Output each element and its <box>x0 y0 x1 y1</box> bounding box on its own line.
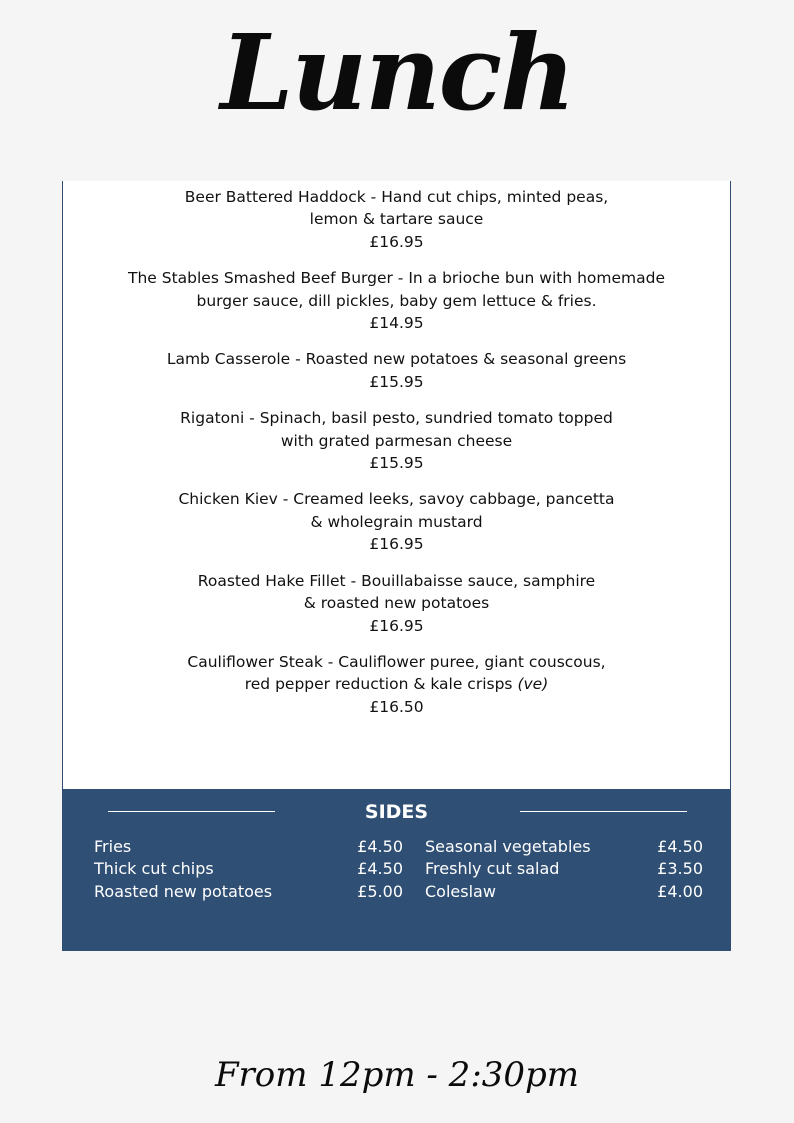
side-item-name: Seasonal vegetables <box>425 837 591 856</box>
side-item <box>94 881 403 903</box>
menu-item <box>63 407 730 474</box>
menu-item-description: Cauliflower Steak - Cauliflower puree, giant couscous, red pepper reduction & kale crisps <box>187 652 606 694</box>
side-item-price: £4.50 <box>357 837 403 856</box>
side-item-name: Coleslaw <box>425 881 496 901</box>
menu-item-price: £15.95 <box>369 372 424 391</box>
menu-item <box>63 570 730 637</box>
side-item-price: £4.00 <box>657 881 703 901</box>
side-item <box>94 836 403 858</box>
menu-item-price: £16.95 <box>369 232 424 251</box>
side-item <box>425 836 703 858</box>
serving-hours: From 12pm - 2:30pm <box>214 1055 580 1095</box>
menu-item-price: £16.50 <box>369 697 424 716</box>
menu-item <box>63 348 730 393</box>
menu-item-description: Roasted Hake Fillet - Bouillabaisse sauce, samphire & roasted new potatoes <box>197 571 596 613</box>
sides-panel <box>63 789 730 951</box>
side-item <box>425 858 703 880</box>
menu-item-description: Lamb Casserole - Roasted new potatoes & seasonal greens <box>166 350 627 369</box>
sides-column-left <box>94 836 403 903</box>
menu-item <box>63 488 730 555</box>
page-title: Lunch <box>220 11 574 134</box>
menu-item <box>63 186 730 253</box>
side-item-name: Fries <box>94 837 132 856</box>
menu-item-description: Beer Battered Haddock - Hand cut chips, minted peas, lemon & tartare sauce <box>184 188 609 229</box>
menu-item <box>63 651 730 718</box>
menu-item-description: Chicken Kiev - Creamed leeks, savoy cabbage, pancetta & wholegrain mustard <box>178 490 615 531</box>
side-item-price: £5.00 <box>357 881 403 901</box>
side-item-price: £4.50 <box>657 837 703 856</box>
sides-title: SIDES <box>364 801 429 823</box>
menu-items-list <box>63 186 730 732</box>
menu-item-price: £15.95 <box>369 454 424 473</box>
menu-item-price: £14.95 <box>369 314 424 333</box>
menu-item-description: The Stables Smashed Beef Burger - In a brioche bun with homemade burger sauce, dill pickles, baby gem lettuce & fries. <box>127 269 666 310</box>
menu-item <box>63 267 730 334</box>
side-item <box>425 881 703 903</box>
side-item-price: £4.50 <box>357 859 403 879</box>
side-item-name: Thick cut chips <box>94 859 214 879</box>
dietary-tag: (ve) <box>517 675 549 694</box>
side-item-price: £3.50 <box>657 859 703 879</box>
menu-item-price: £16.95 <box>369 535 424 554</box>
side-item-name: Roasted new potatoes <box>94 881 273 901</box>
sides-column-right <box>425 836 703 903</box>
divider-line <box>520 811 687 812</box>
sides-header <box>63 799 730 825</box>
menu-item-price: £16.95 <box>369 616 424 635</box>
menu-item-description: Rigatoni - Spinach, basil pesto, sundried tomato topped with grated parmesan cheese <box>180 409 613 450</box>
side-item-name: Freshly cut salad <box>425 859 560 879</box>
side-item <box>94 858 403 880</box>
menu-card <box>62 181 731 951</box>
